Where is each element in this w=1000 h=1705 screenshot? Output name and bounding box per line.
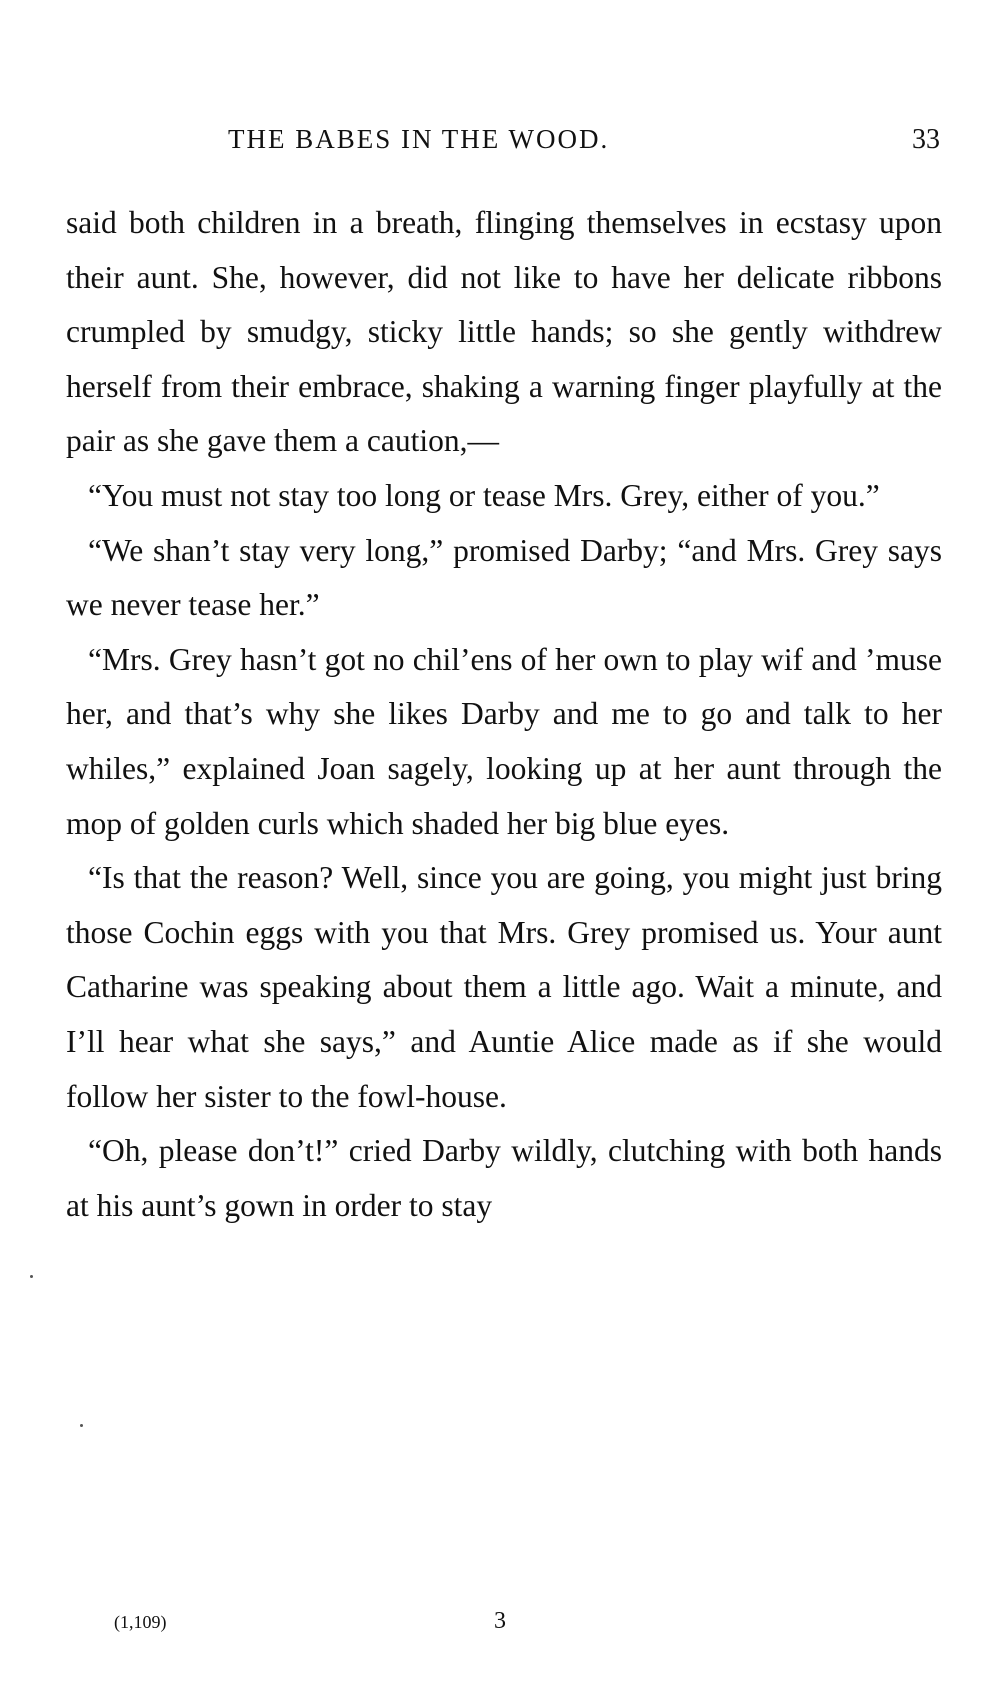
page-number: 33 (912, 124, 940, 155)
paper-speck (30, 1275, 33, 1278)
paper-speck (80, 1424, 83, 1427)
running-title: THE BABES IN THE WOOD. (228, 124, 610, 154)
paragraph: said both children in a breath, flinging themselves in ecstasy upon their aunt. She, however, did not like to have her delicate ribbons crumpled by smudgy, sticky little hands; so she gently withdrew herself from their embrace, shaking a warning finger playfully at the pair as she gave them a caution,— (66, 205, 942, 459)
paragraph: “You must not stay too long or tease Mrs. Grey, either of you.” (88, 477, 880, 513)
paragraph: “Is that the reason? Well, since you are going, you might just bring those Cochin eggs with you that Mrs. Grey promised us. Your aunt Catharine was speaking about them a little ago. Wait a minute, and I’ll hear what she says,” and Auntie Alice made as if she would follow her sister to the fowl-house. (66, 860, 942, 1114)
page-header (60, 124, 940, 164)
paragraph: “Mrs. Grey hasn’t got no chil’ens of her own to play wif and ’muse her, and that’s why she likes Darby and me to go and talk to her whiles,” explained Joan sagely, looking up at her aunt through the mop of golden curls which shaded her big blue eyes. (66, 641, 942, 841)
body-text (66, 196, 942, 1233)
paragraph: “Oh, please don’t!” cried Darby wildly, clutching with both hands at his aunt’s gown in order to stay (66, 1133, 942, 1223)
page-footer (66, 1608, 942, 1638)
signature-number: 3 (494, 1608, 506, 1634)
paragraph: “We shan’t stay very long,” promised Darby; “and Mrs. Grey says we never tease her.” (66, 532, 942, 623)
signature-mark: (1,109) (114, 1612, 167, 1632)
